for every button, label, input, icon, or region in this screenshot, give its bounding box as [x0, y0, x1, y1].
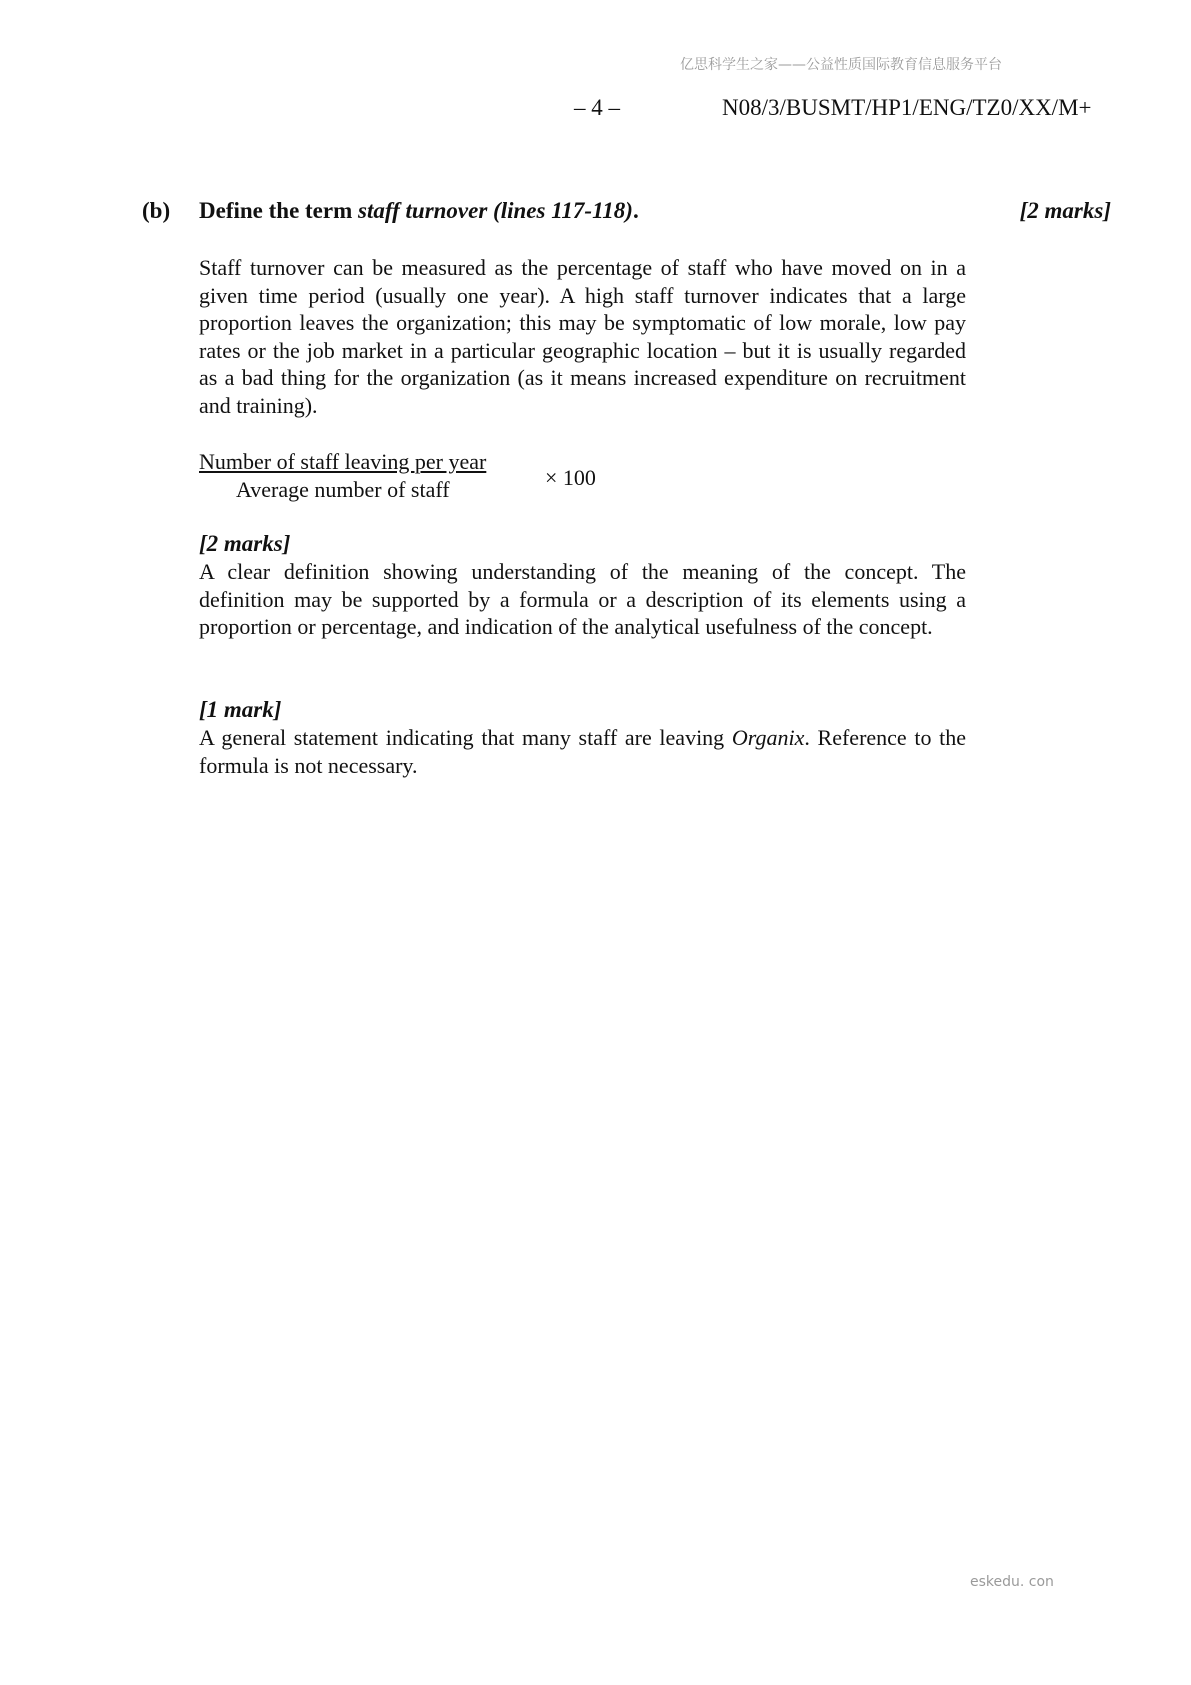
markband-text-1-mark: [199, 724, 966, 779]
paper-code: N08/3/BUSMT/HP1/ENG/TZ0/XX/M+: [722, 95, 1092, 120]
markband-text-2-marks: A clear definition showing understanding of the meaning of the concept. The definition may be supported by a formula or a description of its elements using a proportion or percentage, and indication of the analytical usefulness of the concept.: [199, 559, 966, 640]
markband-heading-1-mark: [1 mark]: [199, 697, 282, 722]
formula-denominator: Average number of staff: [236, 477, 450, 502]
question-label: (b): [142, 198, 171, 223]
question-marks: [2 marks]: [1019, 198, 1111, 223]
markband-heading-2-marks: [2 marks]: [199, 531, 291, 556]
answer-paragraph: Staff turnover can be measured as the percentage of staff who have moved on in a given time period (usually one year). A high staff turnover indicates that a large proportion leaves the organization; this may be symptomatic of low morale, low pay rates or the job market in a particular geographic location – but it is usually regarded as a bad thing for the organization (as it means increased expenditure on recruitment and training).: [199, 255, 966, 418]
formula-multiplier: × 100: [545, 465, 596, 490]
page-number: – 4 –: [574, 95, 620, 120]
question-text-italic: staff turnover (lines 117-118): [358, 198, 633, 223]
formula-numerator: Number of staff leaving per year: [199, 449, 487, 474]
markband-text-1-suffix: . Reference to the formula is not necessary.: [199, 725, 967, 778]
markband-text-1-italic: Organix: [731, 725, 805, 750]
watermark-bottom-text: eskedu. con: [970, 1574, 1054, 1590]
question-text-suffix: .: [632, 198, 639, 223]
markband-text-1-prefix: A general statement indicating that many staff are leaving: [199, 725, 732, 750]
question-text-prefix: Define the term: [199, 198, 359, 223]
question-text: [199, 198, 639, 224]
watermark-top-text: 亿思科学生之家——公益性质国际教育信息服务平台: [680, 57, 1002, 73]
